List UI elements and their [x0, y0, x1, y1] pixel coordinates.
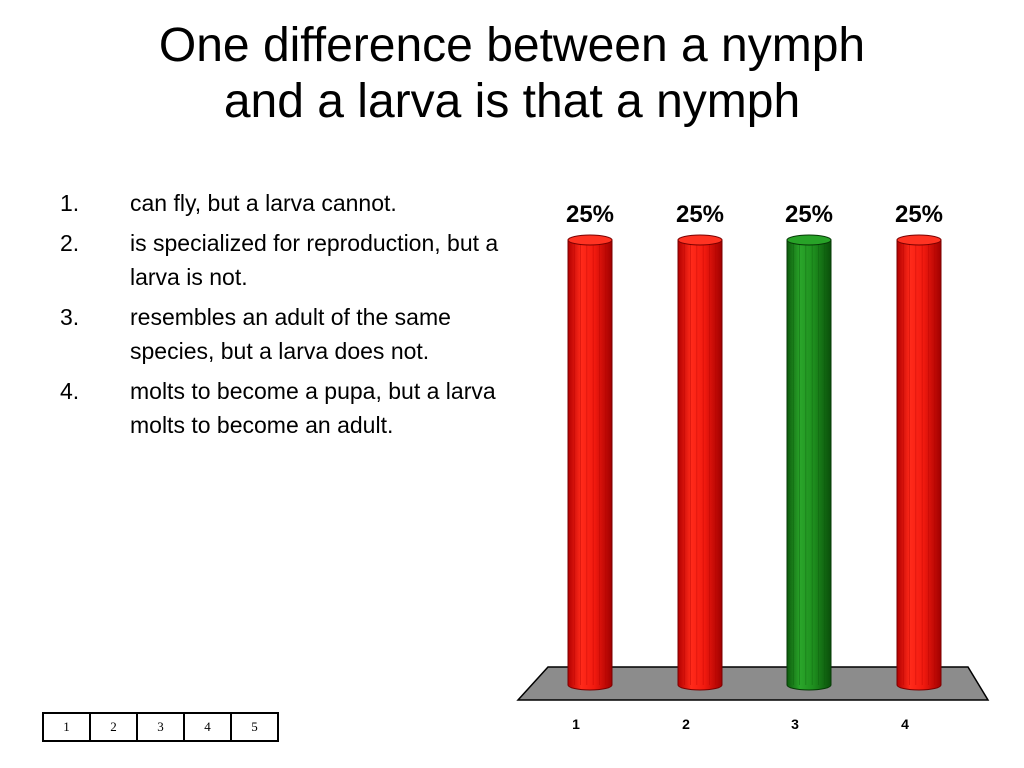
data-label: 25%: [675, 201, 725, 228]
title-line-1: One difference between a nymph: [158, 19, 866, 72]
title-line-2: and a larva is that a nymph: [223, 75, 801, 128]
x-tick-label: 4: [901, 716, 909, 732]
option-text: molts to become a pupa, but a larva molts to become an adult.: [130, 378, 496, 438]
option-text: can fly, but a larva cannot.: [130, 190, 397, 216]
option-2: [60, 226, 500, 294]
data-label: 25%: [784, 201, 834, 228]
x-tick-label: 2: [682, 716, 690, 732]
bar-4: [897, 240, 941, 690]
response-bar-chart: [510, 195, 1000, 750]
option-1: [60, 186, 500, 220]
option-4: [60, 374, 500, 442]
pager-cell-3[interactable]: 3: [138, 714, 185, 740]
answer-options: [60, 186, 500, 448]
pager-cell-4[interactable]: 4: [185, 714, 232, 740]
bar-3: [787, 240, 831, 690]
x-tick-label: 3: [791, 716, 799, 732]
bar-cap: [568, 235, 612, 245]
data-label: 25%: [565, 201, 615, 228]
pager-cell-2[interactable]: 2: [91, 714, 138, 740]
bar-cap: [897, 235, 941, 245]
pager-cell-5[interactable]: 5: [251, 719, 258, 734]
data-label: 25%: [894, 201, 944, 228]
x-tick-label: 1: [572, 716, 580, 732]
option-number: 1.: [60, 190, 80, 216]
bar-cap: [787, 235, 831, 245]
bar-cap: [678, 235, 722, 245]
slide-title: [40, 18, 984, 130]
bar-1: [568, 240, 612, 690]
pager-cell-1[interactable]: 1: [44, 714, 91, 740]
bar-2: [678, 240, 722, 690]
option-3: [60, 300, 500, 368]
option-number: 2.: [60, 230, 80, 256]
option-number: 3.: [60, 304, 80, 330]
option-number: 4.: [60, 378, 80, 404]
option-text: is specialized for reproduction, but a larva is not.: [130, 230, 499, 290]
response-pager: [42, 712, 279, 742]
option-text: resembles an adult of the same species, but a larva does not.: [130, 304, 451, 364]
